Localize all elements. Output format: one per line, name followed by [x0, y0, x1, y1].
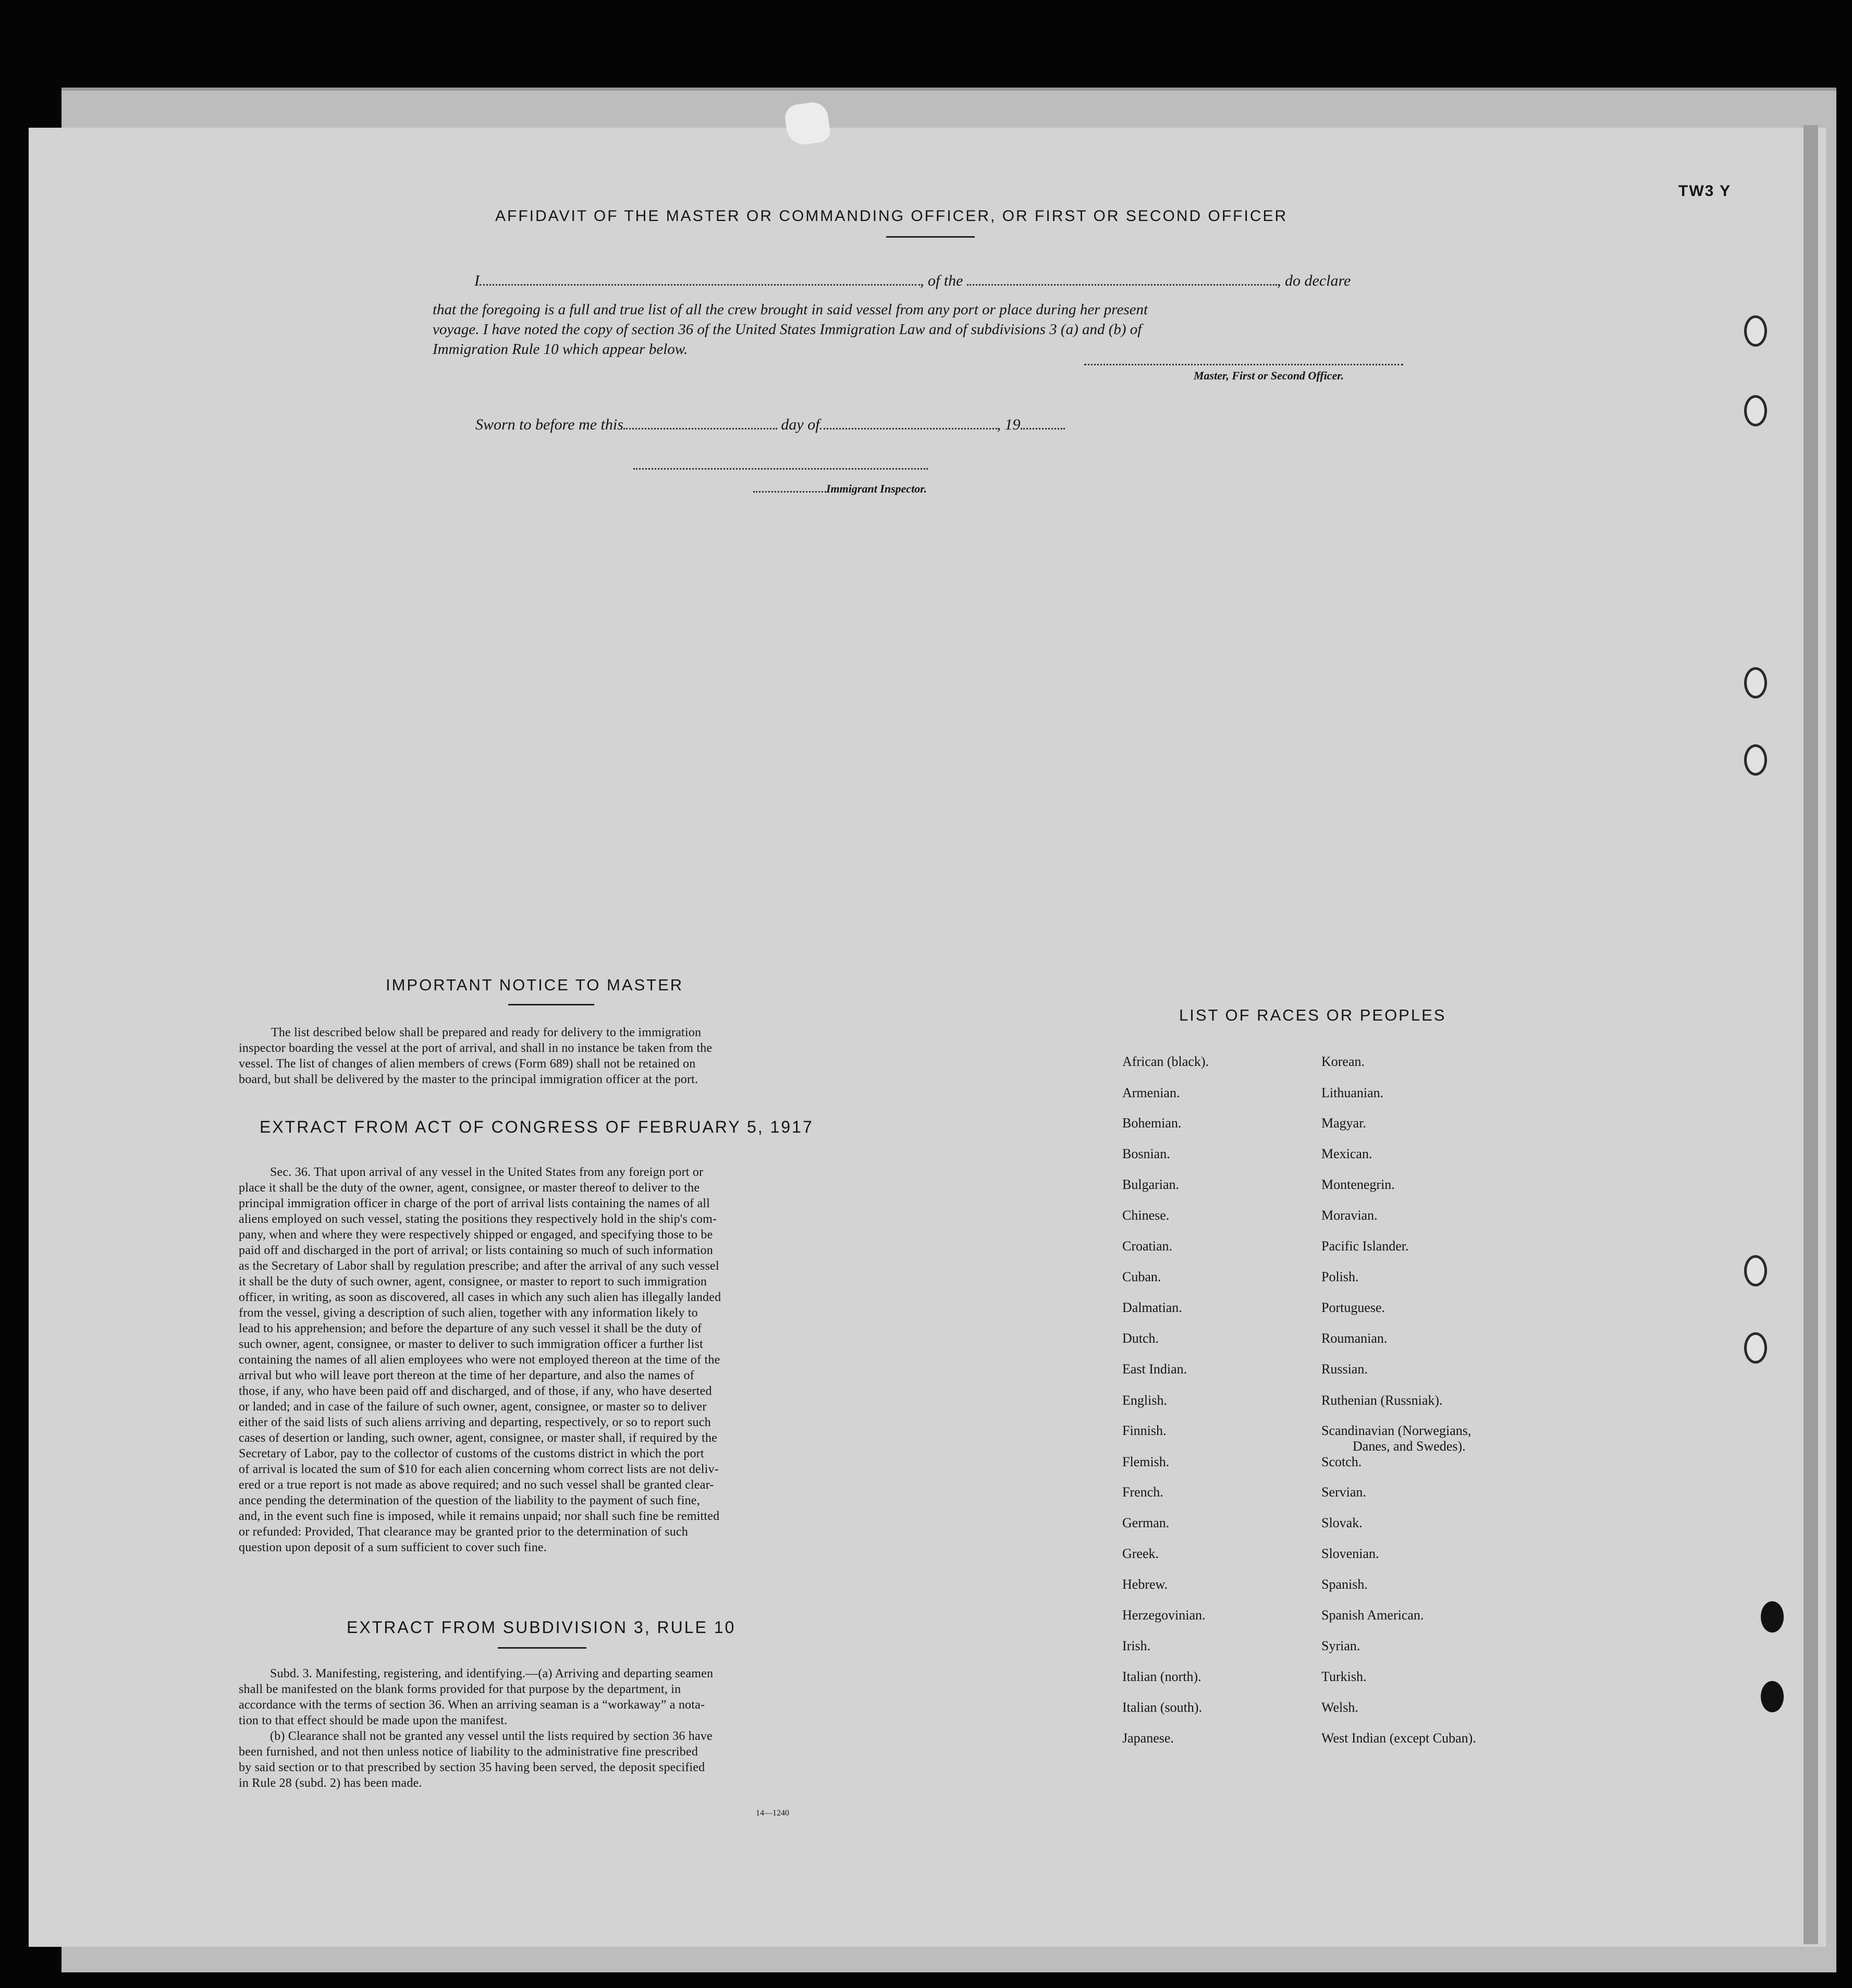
race-item: Spanish American.	[1321, 1607, 1424, 1623]
i-label: I	[474, 272, 480, 289]
act-line: either of the said lists of such aliens arriving and departing, respectively, or so to report such	[239, 1416, 711, 1429]
act-line: lead to his apprehension; and before the departure of any such vessel it shall be the duty of	[239, 1322, 702, 1335]
act-line: principal immigration officer in charge of the port of arrival lists containing the names of all	[239, 1197, 710, 1210]
act-line: question upon deposit of a sum sufficient to cover such fine.	[239, 1541, 547, 1554]
act-line: and, in the event such fine is imposed, while it remains unpaid; nor shall such fine be remitted	[239, 1510, 720, 1523]
race-item: Welsh.	[1321, 1700, 1358, 1715]
officer-name-field[interactable]	[480, 273, 920, 286]
race-item: Ruthenian (Russniak).	[1321, 1393, 1443, 1408]
act-line: pany, when and where they were respectively shipped or engaged, and specifying those to be	[239, 1228, 713, 1242]
race-item: Italian (north).	[1122, 1669, 1201, 1684]
stamp-tag: TW3 Y	[1678, 182, 1732, 200]
act-line: such owner, agent, consignee, or master to deliver to such immigration officer a further list	[239, 1337, 703, 1351]
act-line: it shall be the duty of such owner, agent, consignee, or master to report to such immigration	[239, 1275, 707, 1288]
race-item: Moravian.	[1321, 1208, 1378, 1223]
sworn-line	[475, 416, 1065, 434]
race-item: Lithuanian.	[1321, 1085, 1384, 1100]
act-line: Sec. 36. That upon arrival of any vessel in the United States from any foreign port or	[270, 1165, 704, 1179]
inspector-signature-line	[633, 468, 928, 470]
race-item: English.	[1122, 1393, 1167, 1408]
race-item: Italian (south).	[1122, 1700, 1203, 1715]
rule-line: tion to that effect should be made upon the manifest.	[239, 1714, 508, 1727]
act-line: place it shall be the duty of the owner, agent, consignee, or master thereof to deliver to the	[239, 1181, 700, 1195]
act-line: cases of desertion or landing, such owner, agent, consignee, or master shall, if required by the	[239, 1431, 717, 1445]
rule-title-rule	[498, 1647, 586, 1649]
race-item: Bosnian.	[1122, 1146, 1170, 1161]
race-item: Flemish.	[1122, 1454, 1170, 1469]
act-line: as the Secretary of Labor shall by regulation prescribe; and after the arrival of any such vessel	[239, 1259, 719, 1273]
inspector-label	[753, 482, 927, 496]
race-item: Dalmatian.	[1122, 1300, 1182, 1315]
race-item: Slovenian.	[1321, 1546, 1379, 1561]
affidavit-title: AFFIDAVIT OF THE MASTER OR COMMANDING OFFICER, OR FIRST OR SECOND OFFICER	[495, 207, 1288, 225]
declaration-line-3: Immigration Rule 10 which appear below.	[433, 341, 688, 358]
year-label: , 19	[997, 416, 1021, 433]
race-item: Pacific Islander.	[1321, 1238, 1409, 1254]
sworn-day-field[interactable]	[623, 416, 777, 429]
binder-hole-icon	[1744, 667, 1767, 698]
race-item: Slovak.	[1321, 1515, 1363, 1530]
notice-line: inspector boarding the vessel at the port of arrival, and shall in no instance be taken from the	[239, 1041, 713, 1055]
affidavit-first-line	[474, 272, 1351, 290]
act-line: or refunded: Provided, That clearance may be granted prior to the determination of such	[239, 1525, 688, 1539]
rule-line: (b) Clearance shall not be granted any vessel until the lists required by section 36 have	[270, 1729, 713, 1743]
act-line: aliens employed on such vessel, stating the positions they respectively hold in the ship's com-	[239, 1212, 717, 1226]
act-line: those, if any, who have been paid off and discharged, and of those, if any, who have deserted	[239, 1384, 712, 1398]
race-item: Croatian.	[1122, 1238, 1173, 1254]
sworn-label: Sworn to before me this	[475, 416, 623, 433]
race-item: Turkish.	[1321, 1669, 1367, 1684]
inspector-label-text: Immigrant Inspector.	[826, 482, 927, 495]
notice-line: vessel. The list of changes of alien members of crews (Form 689) shall not be retained on	[239, 1057, 696, 1071]
rule-line: been furnished, and not then unless notice of liability to the administrative fine prescribed	[239, 1745, 698, 1759]
notice-line: The list described below shall be prepared and ready for delivery to the immigration	[271, 1026, 702, 1039]
act-line: of arrival is located the sum of $10 for each alien concerning whom correct lists are not deliv-	[239, 1463, 719, 1476]
race-item: Scotch.	[1321, 1454, 1362, 1469]
race-item: Herzegovinian.	[1122, 1607, 1206, 1623]
race-item: Greek.	[1122, 1546, 1159, 1561]
race-item: Dutch.	[1122, 1331, 1159, 1346]
race-item: Spanish.	[1321, 1577, 1368, 1592]
sworn-year-field[interactable]	[1021, 416, 1065, 429]
act-line: ered or a true report is not made as above required; and no such vessel shall be granted clear-	[239, 1478, 714, 1492]
signature-label: Master, First or Second Officer.	[1194, 369, 1344, 382]
race-item: Finnish.	[1122, 1423, 1167, 1438]
act-title: EXTRACT FROM ACT OF CONGRESS OF FEBRUARY 5, 1917	[260, 1118, 814, 1136]
race-item: Bulgarian.	[1122, 1177, 1180, 1192]
declaration-line-1: that the foregoing is a full and true list of all the crew brought in said vessel from any port or place during her present	[433, 301, 1148, 318]
rule-line: accordance with the terms of section 36. When an arriving seaman is a “workaway” a nota-	[239, 1698, 705, 1712]
rule-line: by said section or to that prescribed by section 35 having been served, the deposit specified	[239, 1761, 705, 1774]
rule-line: shall be manifested on the blank forms provided for that purpose by the department, in	[239, 1683, 681, 1696]
race-item: Korean.	[1321, 1054, 1365, 1069]
act-line: ance pending the determination of the question of the liability to the payment of such fine,	[239, 1494, 700, 1507]
race-item: Servian.	[1321, 1484, 1366, 1500]
race-item: African (black).	[1122, 1054, 1209, 1069]
race-item: East Indian.	[1122, 1361, 1187, 1377]
rule-line: in Rule 28 (subd. 2) has been made.	[239, 1776, 422, 1790]
act-line: arrival but who will leave port thereon at the time of her departure, and also the names of	[239, 1369, 694, 1382]
race-item: Bohemian.	[1122, 1115, 1182, 1131]
races-title: LIST OF RACES OR PEOPLES	[1179, 1006, 1446, 1024]
binder-hole-icon	[1744, 315, 1767, 347]
inspector-dots	[753, 483, 826, 493]
race-item: French.	[1122, 1484, 1163, 1500]
binder-hole-icon	[1744, 395, 1767, 426]
race-item: Scandinavian (Norwegians,	[1321, 1423, 1471, 1438]
notice-line: board, but shall be delivered by the master to the principal immigration officer at the port.	[239, 1073, 698, 1086]
act-line: paid off and discharged in the port of arrival; or lists containing so much of such information	[239, 1244, 713, 1257]
act-line: from the vessel, giving a description of such alien, together with any information likely to	[239, 1306, 698, 1320]
notice-title-rule	[508, 1004, 594, 1005]
rule-title: EXTRACT FROM SUBDIVISION 3, RULE 10	[347, 1618, 736, 1637]
signature-line	[1084, 364, 1403, 365]
act-line: Secretary of Labor, pay to the collector of customs of the customs district in which the port	[239, 1447, 704, 1461]
act-line: or landed; and in case of the failure of such owner, agent, consignee, or master so to deliver	[239, 1400, 707, 1414]
race-item: Chinese.	[1122, 1208, 1170, 1223]
binder-hole-icon	[1744, 744, 1767, 776]
of-the-label: , of the	[920, 272, 963, 289]
affidavit-title-rule	[886, 236, 975, 238]
vessel-name-field[interactable]	[967, 273, 1277, 286]
race-item: Japanese.	[1122, 1731, 1174, 1746]
act-line: containing the names of all alien employees who were not employed thereon at the time of the	[239, 1353, 720, 1367]
declaration-line-2: voyage. I have noted the copy of section 36 of the United States Immigration Law and of subdivisions 3 (a) and (b) of	[433, 321, 1142, 338]
binder-hole-icon	[1744, 1332, 1767, 1364]
page-edge	[1804, 125, 1818, 1944]
race-item: Cuban.	[1122, 1269, 1161, 1284]
race-item: Danes, and Swedes).	[1353, 1439, 1466, 1454]
race-item: Roumanian.	[1321, 1331, 1388, 1346]
race-item: Hebrew.	[1122, 1577, 1168, 1592]
rule-line: Subd. 3. Manifesting, registering, and identifying.—(a) Arriving and departing seamen	[270, 1667, 714, 1680]
race-item: Irish.	[1122, 1638, 1151, 1653]
race-item: Polish.	[1321, 1269, 1359, 1284]
race-item: West Indian (except Cuban).	[1321, 1731, 1476, 1746]
notice-title: IMPORTANT NOTICE TO MASTER	[386, 976, 684, 994]
race-item: Portuguese.	[1321, 1300, 1385, 1315]
race-item: Mexican.	[1321, 1146, 1372, 1161]
sworn-month-field[interactable]	[820, 416, 997, 429]
race-item: Russian.	[1321, 1361, 1368, 1377]
race-item: German.	[1122, 1515, 1170, 1530]
race-item: Magyar.	[1321, 1115, 1366, 1131]
race-item: Montenegrin.	[1321, 1177, 1395, 1192]
binder-hole-icon	[1761, 1601, 1784, 1633]
binder-hole-icon	[1744, 1255, 1767, 1286]
do-declare-label: , do declare	[1277, 272, 1351, 289]
form-number: 14—1240	[756, 1809, 789, 1818]
race-item: Syrian.	[1321, 1638, 1360, 1653]
act-line: officer, in writing, as soon as discovered, all cases in which any such alien has illegally landed	[239, 1291, 721, 1304]
binder-hole-icon	[1761, 1681, 1784, 1712]
day-of-label: day of	[781, 416, 820, 433]
race-item: Armenian.	[1122, 1085, 1180, 1100]
